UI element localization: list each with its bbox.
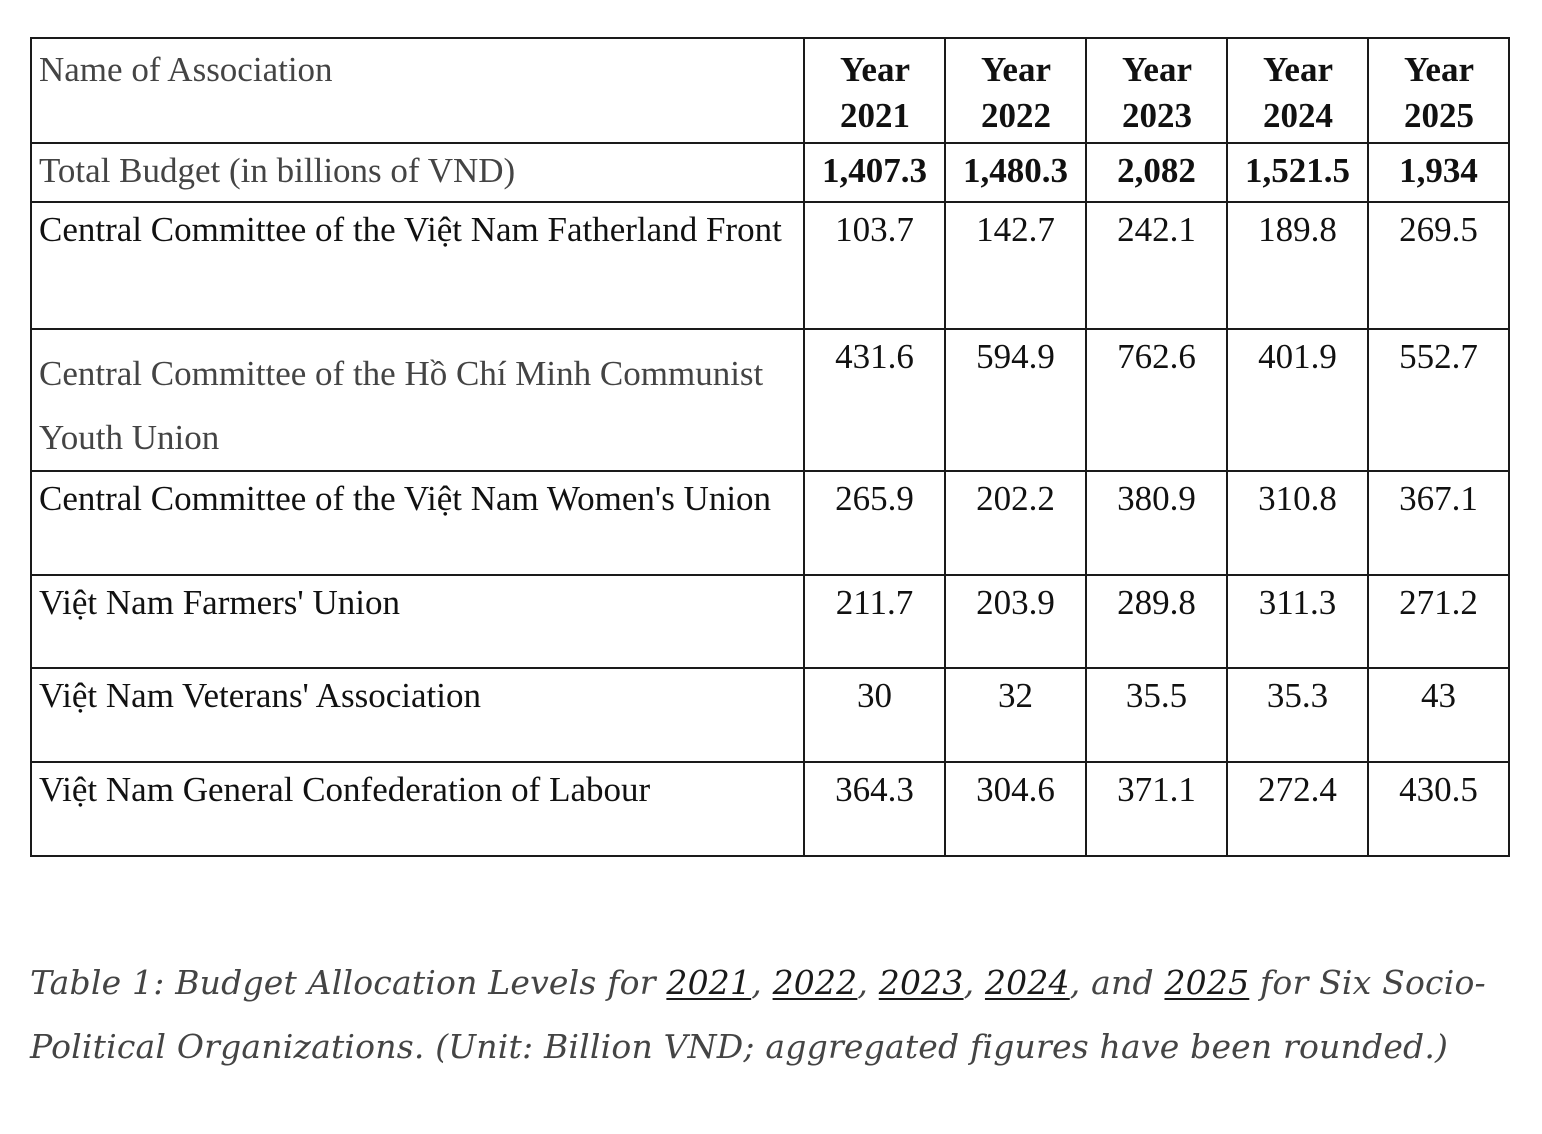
budget-value: 311.3 bbox=[1227, 575, 1368, 668]
table-row bbox=[31, 575, 1509, 668]
budget-value: 103.7 bbox=[804, 202, 945, 329]
association-name-cell bbox=[31, 329, 804, 471]
caption-year-link-2024[interactable]: 2024 bbox=[984, 963, 1070, 1002]
caption-year-link-2021[interactable]: 2021 bbox=[666, 963, 752, 1002]
association-name: Central Committee of the Hồ Chí Minh Communist Youth Union bbox=[39, 354, 764, 457]
budget-value: 35.3 bbox=[1227, 668, 1368, 762]
budget-value: 364.3 bbox=[804, 762, 945, 856]
budget-value: 367.1 bbox=[1368, 471, 1509, 575]
total-value: 1,934 bbox=[1368, 143, 1509, 202]
total-value: 2,082 bbox=[1086, 143, 1227, 202]
total-budget-row bbox=[31, 143, 1509, 202]
header-year-2025: Year 2025 bbox=[1368, 38, 1509, 143]
caption-separator: , bbox=[751, 963, 773, 1002]
budget-table bbox=[30, 37, 1510, 857]
caption-year-link-2022[interactable]: 2022 bbox=[772, 963, 858, 1002]
budget-value: 371.1 bbox=[1086, 762, 1227, 856]
caption-year-link-2023[interactable]: 2023 bbox=[878, 963, 964, 1002]
table-row bbox=[31, 329, 1509, 471]
budget-value: 242.1 bbox=[1086, 202, 1227, 329]
budget-value: 431.6 bbox=[804, 329, 945, 471]
budget-value: 142.7 bbox=[945, 202, 1086, 329]
header-year-2022: Year 2022 bbox=[945, 38, 1086, 143]
budget-value: 30 bbox=[804, 668, 945, 762]
total-value: 1,480.3 bbox=[945, 143, 1086, 202]
association-name: Central Committee of the Việt Nam Women's Union bbox=[31, 471, 804, 575]
table-row bbox=[31, 762, 1509, 856]
caption-suffix: for Six Socio-Political Organizations. (Unit: Billion VND; aggregated figures have been rounded.) bbox=[30, 963, 1486, 1066]
table-caption bbox=[30, 951, 1510, 1079]
total-budget-label: Total Budget (in billions of VND) bbox=[31, 143, 804, 202]
caption-prefix: Table 1: Budget Allocation Levels for bbox=[30, 963, 667, 1002]
caption-separator: , and bbox=[1069, 963, 1165, 1002]
budget-value: 310.8 bbox=[1227, 471, 1368, 575]
total-value: 1,407.3 bbox=[804, 143, 945, 202]
budget-value: 380.9 bbox=[1086, 471, 1227, 575]
table-row bbox=[31, 471, 1509, 575]
budget-value: 32 bbox=[945, 668, 1086, 762]
budget-value: 189.8 bbox=[1227, 202, 1368, 329]
caption-year-link-2025[interactable]: 2025 bbox=[1164, 963, 1250, 1002]
budget-value: 35.5 bbox=[1086, 668, 1227, 762]
table-row bbox=[31, 202, 1509, 329]
budget-value: 265.9 bbox=[804, 471, 945, 575]
budget-value: 202.2 bbox=[945, 471, 1086, 575]
budget-value: 271.2 bbox=[1368, 575, 1509, 668]
caption-separator: , bbox=[963, 963, 985, 1002]
budget-value: 272.4 bbox=[1227, 762, 1368, 856]
association-name: Việt Nam Veterans' Association bbox=[31, 668, 804, 762]
budget-value: 304.6 bbox=[945, 762, 1086, 856]
budget-value: 430.5 bbox=[1368, 762, 1509, 856]
table-header-row bbox=[31, 38, 1509, 143]
header-name-of-association: Name of Association bbox=[31, 38, 804, 143]
header-year-2024: Year 2024 bbox=[1227, 38, 1368, 143]
total-value: 1,521.5 bbox=[1227, 143, 1368, 202]
caption-separator: , bbox=[857, 963, 879, 1002]
budget-value: 203.9 bbox=[945, 575, 1086, 668]
table-row bbox=[31, 668, 1509, 762]
budget-value: 289.8 bbox=[1086, 575, 1227, 668]
budget-value: 211.7 bbox=[804, 575, 945, 668]
header-year-2023: Year 2023 bbox=[1086, 38, 1227, 143]
association-name: Central Committee of the Việt Nam Fatherland Front bbox=[31, 202, 804, 329]
header-year-2021: Year 2021 bbox=[804, 38, 945, 143]
budget-value: 269.5 bbox=[1368, 202, 1509, 329]
budget-value: 552.7 bbox=[1368, 329, 1509, 471]
budget-value: 594.9 bbox=[945, 329, 1086, 471]
budget-value: 43 bbox=[1368, 668, 1509, 762]
budget-value: 762.6 bbox=[1086, 329, 1227, 471]
budget-value: 401.9 bbox=[1227, 329, 1368, 471]
association-name: Việt Nam General Confederation of Labour bbox=[31, 762, 804, 856]
association-name: Việt Nam Farmers' Union bbox=[31, 575, 804, 668]
